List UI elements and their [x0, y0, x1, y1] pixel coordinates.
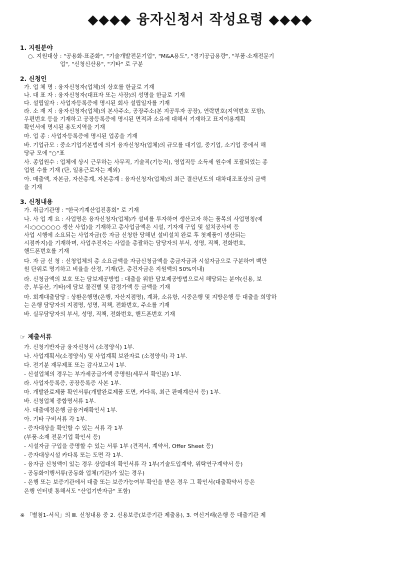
section-3-line: 라. 신청금액의 보호 또는 담보제공방법 : 대출을 위한 담보제공방법으로서 해당되는 분야(신용, 보 [24, 277, 262, 283]
section-1-line: ○. 지원대상 : "공용화·표준화", "기술개발전문기업", "M&A용도", "경기공급용량", "부품·소재전문기 [28, 54, 275, 60]
required-document-item: - 시설자금 구입을 증명할 수 있는 서류 1부 (견적서, 계약서, Offer Sheet 등) [24, 444, 214, 450]
footnote: ※ 「별첨1-서식」의 Ⅲ. 신청내용 중 2. 신용보증(보증기관 제출용), 3. 여신거래(은행 등 대출기관 제 [20, 513, 266, 519]
section-3-line: 시:○○○○○○ 생산 사업)을 기재하고 총사업금액은 시설, 기자재 구입 및 설치공사비 등 [24, 225, 240, 231]
section-2-line: 사. 종업원수 : 업체에 상시 근무하는 사무직, 기술직(기능직), 영업직등 소득세 원수에 포괄되었는 종 [24, 160, 268, 166]
section-2-line: 다. 설립일자 : 사업자등록증에 명시된 회사 설립일자를 기재 [24, 101, 170, 107]
page-title: ◆◆◆◆ 융자신청서 작성요령 ◆◆◆◆ [87, 12, 313, 28]
section-3-line: 핸드폰번호를 기재 [24, 249, 70, 255]
section-2-line: 확인서에 명시된 용도지역을 기재 [24, 125, 105, 131]
section-2-heading: 2. 신청인 [20, 76, 47, 83]
section-3-line: 바. 실무담당자의 부서, 성명, 직책, 전화번호, 핸드폰번호 기재 [24, 312, 176, 318]
required-document-item: 다. 전기분 재무제표 또는 감사보고서 1부. [24, 363, 127, 369]
required-document-item: - 은행 또는 보증기관에서 대출 또는 보증가능여부 확인을 받은 경우 그 확인서(대출확약서 등은 [24, 480, 255, 486]
section-2-line: 마. 업 종 : 사업자등록증에 명시된 업종을 기재 [24, 134, 138, 140]
section-3-line: 다. 자 금 신 청 : 신청업체의 총 소요금액을 자금신청금액을 총금자금과 시설자금으로 구분하여 백만 [24, 259, 267, 265]
section-2-line: 을 기재 [24, 185, 42, 191]
section-2-line: 당규 모에 "○"표 [24, 151, 65, 157]
required-document-item: - 증자대상시설 카다록 또는 도면 각 1부. [24, 453, 124, 459]
section-1-heading: 1. 지원분야 [20, 45, 53, 52]
section-2-line: 나. 대 표 자 : 융자신청자(대표자 또는 사장)의 성명을 한글로 기재 [24, 93, 185, 99]
required-document-item: 나. 사업계획서(소정양식) 및 사업계획 보완자료 (소정양식) 각 1부. [24, 354, 188, 360]
section-2-line: 우편번호 등을 기재하고 공장등록증에 명시된 면적과 소유에 대해서 기재하고 표지이용계획 [24, 117, 246, 123]
required-document-item: 마. 개발완료제품 확인서류(개발완료제품 도면, 카다록, 최근 판매계산서 등) 1부. [24, 390, 221, 396]
required-document-item: 라. 사업자등록증, 공장등록증 사본 1부. [24, 381, 122, 387]
section-3-line: 원 단위로 명기하고 비율을 산정, 기재(단, 총건자금은 지원액의 50%이내) [24, 267, 205, 273]
section-2-line: 라. 소 재 지 : 융자신청자(업체)의 본사주소, 공장주소(본 지공투자 공장), 연락번호(지역번호 포함), [24, 109, 266, 115]
section-3-line: 시점까지)을 기재하며, 사업추진자는 사업을 총괄하는 담당자의 부서, 성명, 직책, 전화번호, [24, 241, 246, 247]
required-document-item: 은행 인터넷 통해서도 "산업기반자금" 포함) [24, 489, 131, 495]
section-1-line: 업", "신청신산용", "기타" 로 구분 [60, 62, 143, 68]
required-document-item: - 증자대상을 확인할 수 있는 서류 각 1부 [24, 426, 124, 432]
section-3-line: 마. 회계대출담당 : 상환은행명(은행, 자산지점명), 계좌, 소유항, 시중은행 및 지방은행 등 대출을 희망하 [24, 295, 277, 301]
section-3-heading: 3. 신청내용 [20, 199, 53, 206]
required-document-item: - 융자금 신청액이 있는 경우 상업대의 확인서류 각 1부(기술도입계약, 위탁연구계약서 등) [24, 462, 243, 468]
required-document-item: 가. 신청기반자금 융자신청서 (소정양식) 1부. [24, 345, 135, 351]
required-document-item: 아. 기타 구비서류 각 1부. [24, 417, 87, 423]
required-document-item: (부품·소재 전문기업 확인서 등) [24, 435, 101, 441]
required-documents-heading: ☞ 제출서류 [20, 334, 52, 341]
required-document-item: - 신설업체의 경우는 부가세공급가액 증명원(세무서 확인분) 1부. [24, 372, 182, 378]
section-2-line: 업원 수를 기재 (단, 일용근로자는 제외) [24, 168, 121, 174]
required-document-item: - 공동화이행서류(공동화 업체(기관)가 있는 경우) [24, 471, 145, 477]
required-document-item: 바. 신청업체 중합명서류 1부. [24, 399, 96, 405]
required-document-item: 사. 대출예정은행 금융거래확인서 1부. [24, 408, 118, 414]
section-2-line: 아. 매출액, 자본금, 자산총계, 자본총계 : 융자신청자(업체)의 최근 결산년도의 대차대조표상의 금액 [24, 177, 266, 183]
section-2-line: 바. 기업규모 : 중소기업기본법에 의거 융자신청자(업체)의 규모를 대기업, 중기업, 소기업 중에서 해 [24, 143, 266, 149]
section-3-line: 나. 사 업 계 요 : 사업명은 융자신청자(업체)가 설비를 투자하여 생산코자 하는 품목의 사업명칭(예 [24, 217, 263, 223]
section-3-line: 증, 부동산, 기타)에 담보 물건별 및 감정가액 등 금액을 기재 [24, 285, 171, 291]
section-3-line: 가. 취급기관명 : "한국기계산업진흥회" 로 기재 [24, 208, 139, 214]
section-3-line: 는 은행 담당자의 지점명, 성명, 직책, 전화번호, 주소를 기재 [24, 303, 170, 309]
section-3-line: 사업 시행에 소요되는 사업자금(등 자금 신청한 당해년 설비설치 완료 후 첫제품이 생산되는 [24, 233, 246, 239]
section-2-line: 가. 업 체 명 : 융자신청자(업체)의 상호를 한글로 기재 [24, 85, 155, 91]
